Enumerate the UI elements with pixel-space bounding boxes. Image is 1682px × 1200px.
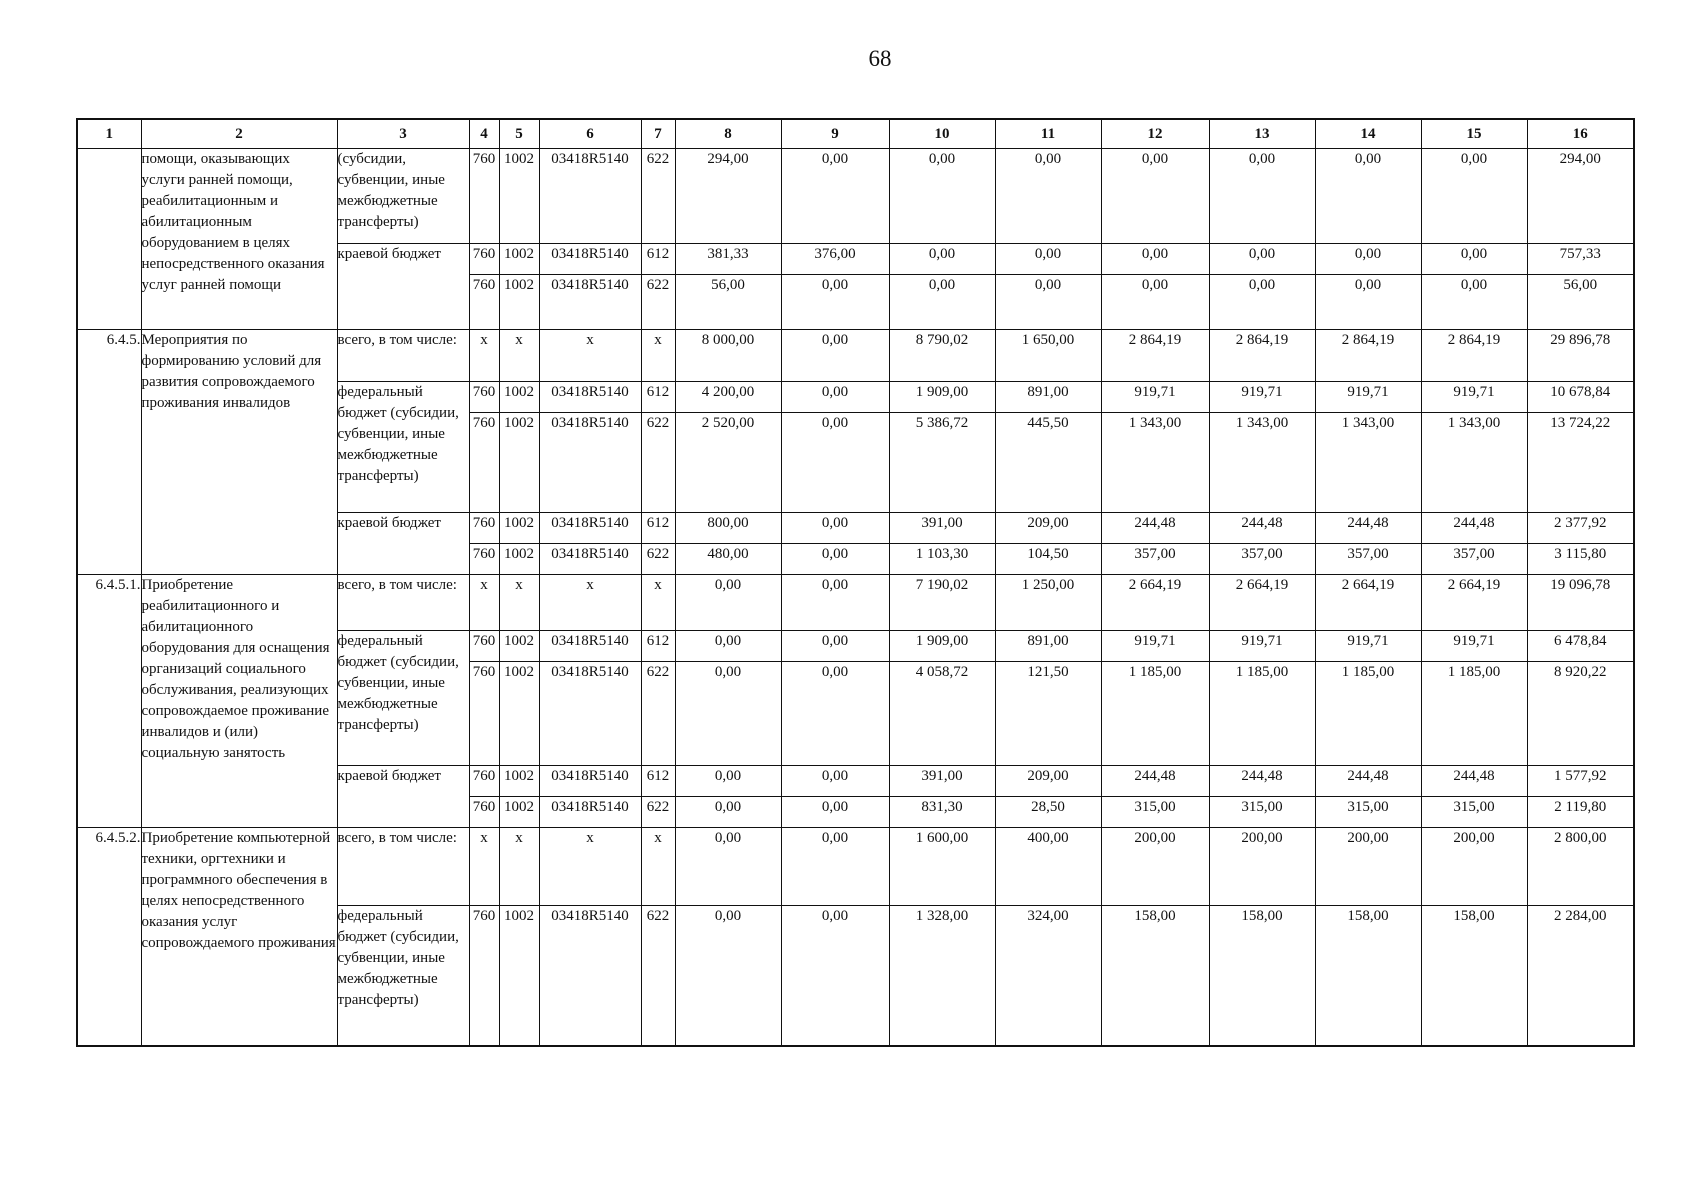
col-4: 760 (469, 413, 499, 513)
value-cell: 0,00 (675, 662, 781, 766)
col-4: х (469, 330, 499, 382)
col-4: х (469, 828, 499, 906)
value-cell: 0,00 (781, 513, 889, 544)
funding-source: всего, в том числе: (337, 330, 469, 382)
col-4: 760 (469, 149, 499, 244)
value-cell: 1 343,00 (1315, 413, 1421, 513)
value-cell: 2 377,92 (1527, 513, 1634, 544)
col-5: 1002 (499, 766, 539, 797)
value-cell: 2 664,19 (1421, 575, 1527, 631)
col-5: 1002 (499, 149, 539, 244)
value-cell: 0,00 (781, 575, 889, 631)
value-cell: 0,00 (781, 906, 889, 1046)
col-7: х (641, 828, 675, 906)
value-cell: 315,00 (1209, 797, 1315, 828)
col-5: 1002 (499, 662, 539, 766)
col-7: 612 (641, 382, 675, 413)
value-cell: 4 200,00 (675, 382, 781, 413)
value-cell: 5 386,72 (889, 413, 995, 513)
col-7: 622 (641, 797, 675, 828)
value-cell: 0,00 (781, 149, 889, 244)
header-cell: 3 (337, 119, 469, 149)
value-cell: 0,00 (1209, 149, 1315, 244)
header-cell: 8 (675, 119, 781, 149)
col-6: 03418R5140 (539, 413, 641, 513)
col-6: 03418R5140 (539, 631, 641, 662)
header-cell: 9 (781, 119, 889, 149)
value-cell: 2 520,00 (675, 413, 781, 513)
funding-source: краевой бюджет (337, 766, 469, 828)
value-cell: 7 190,02 (889, 575, 995, 631)
col-4: 760 (469, 513, 499, 544)
value-cell: 0,00 (1101, 275, 1209, 330)
value-cell: 0,00 (781, 828, 889, 906)
value-cell: 13 724,22 (1527, 413, 1634, 513)
value-cell: 1 328,00 (889, 906, 995, 1046)
value-cell: 315,00 (1101, 797, 1209, 828)
value-cell: 0,00 (995, 149, 1101, 244)
value-cell: 1 185,00 (1315, 662, 1421, 766)
value-cell: 2 284,00 (1527, 906, 1634, 1046)
value-cell: 2 800,00 (1527, 828, 1634, 906)
value-cell: 1 185,00 (1101, 662, 1209, 766)
value-cell: 200,00 (1315, 828, 1421, 906)
value-cell: 0,00 (675, 828, 781, 906)
value-cell: 1 343,00 (1421, 413, 1527, 513)
header-cell: 10 (889, 119, 995, 149)
value-cell: 8 000,00 (675, 330, 781, 382)
value-cell: 357,00 (1421, 544, 1527, 575)
value-cell: 919,71 (1209, 631, 1315, 662)
col-7: 612 (641, 244, 675, 275)
header-cell: 7 (641, 119, 675, 149)
col-4: 760 (469, 382, 499, 413)
value-cell: 0,00 (1101, 149, 1209, 244)
value-cell: 381,33 (675, 244, 781, 275)
header-cell: 14 (1315, 119, 1421, 149)
value-cell: 919,71 (1209, 382, 1315, 413)
col-6: 03418R5140 (539, 513, 641, 544)
value-cell: 357,00 (1101, 544, 1209, 575)
value-cell: 104,50 (995, 544, 1101, 575)
value-cell: 1 600,00 (889, 828, 995, 906)
value-cell: 2 664,19 (1101, 575, 1209, 631)
col-6: 03418R5140 (539, 382, 641, 413)
value-cell: 158,00 (1315, 906, 1421, 1046)
col-6: 03418R5140 (539, 544, 641, 575)
value-cell: 0,00 (1209, 244, 1315, 275)
value-cell: 158,00 (1101, 906, 1209, 1046)
page-number: 68 (868, 46, 892, 71)
value-cell: 294,00 (675, 149, 781, 244)
funding-source: федеральный бюджет (субсидии, субвенции, иные межбюджетные трансферты) (337, 631, 469, 766)
value-cell: 0,00 (889, 244, 995, 275)
value-cell: 919,71 (1421, 631, 1527, 662)
col-7: 612 (641, 513, 675, 544)
col-5: х (499, 330, 539, 382)
value-cell: 244,48 (1421, 766, 1527, 797)
funding-source: всего, в том числе: (337, 828, 469, 906)
value-cell: 391,00 (889, 513, 995, 544)
value-cell: 391,00 (889, 766, 995, 797)
item-name: Мероприятия по формированию условий для развития сопровождаемого проживания инвалидов (141, 330, 337, 575)
col-5: 1002 (499, 275, 539, 330)
value-cell: 200,00 (1101, 828, 1209, 906)
header-cell: 11 (995, 119, 1101, 149)
col-4: 760 (469, 275, 499, 330)
value-cell: 200,00 (1421, 828, 1527, 906)
value-cell: 200,00 (1209, 828, 1315, 906)
value-cell: 919,71 (1315, 382, 1421, 413)
value-cell: 19 096,78 (1527, 575, 1634, 631)
value-cell: 209,00 (995, 513, 1101, 544)
value-cell: 0,00 (995, 244, 1101, 275)
value-cell: 6 478,84 (1527, 631, 1634, 662)
value-cell: 1 250,00 (995, 575, 1101, 631)
col-7: 622 (641, 544, 675, 575)
header-cell: 2 (141, 119, 337, 149)
value-cell: 244,48 (1421, 513, 1527, 544)
col-4: 760 (469, 766, 499, 797)
value-cell: 3 115,80 (1527, 544, 1634, 575)
value-cell: 0,00 (1421, 275, 1527, 330)
header-cell: 4 (469, 119, 499, 149)
col-7: 622 (641, 662, 675, 766)
col-7: 622 (641, 906, 675, 1046)
header-cell: 6 (539, 119, 641, 149)
value-cell: 357,00 (1209, 544, 1315, 575)
item-name: Приобретение реабилитационного и абилитационного оборудования для оснащения организаций социального обслуживания, реализующих сопровождаемое проживание инвалидов и (или) социальную занятость (141, 575, 337, 828)
value-cell: 294,00 (1527, 149, 1634, 244)
value-cell: 1 909,00 (889, 631, 995, 662)
col-7: х (641, 330, 675, 382)
value-cell: 0,00 (1315, 275, 1421, 330)
value-cell: 400,00 (995, 828, 1101, 906)
header-cell: 16 (1527, 119, 1634, 149)
value-cell: 2 119,80 (1527, 797, 1634, 828)
funding-source: (субсидии, субвенции, иные межбюджетные трансферты) (337, 149, 469, 244)
col-6: 03418R5140 (539, 149, 641, 244)
col-5: 1002 (499, 244, 539, 275)
value-cell: 891,00 (995, 382, 1101, 413)
value-cell: 0,00 (1421, 244, 1527, 275)
funding-source: федеральный бюджет (субсидии, субвенции, иные межбюджетные трансферты) (337, 382, 469, 513)
col-5: х (499, 828, 539, 906)
value-cell: 324,00 (995, 906, 1101, 1046)
table-row (77, 149, 1634, 244)
table-row (77, 330, 1634, 382)
value-cell: 29 896,78 (1527, 330, 1634, 382)
value-cell: 121,50 (995, 662, 1101, 766)
value-cell: 209,00 (995, 766, 1101, 797)
value-cell: 315,00 (1421, 797, 1527, 828)
funding-source: краевой бюджет (337, 244, 469, 330)
value-cell: 0,00 (1209, 275, 1315, 330)
col-5: 1002 (499, 906, 539, 1046)
value-cell: 800,00 (675, 513, 781, 544)
item-name: помощи, оказывающих услуги ранней помощи, реабилитационным и абилитационным оборудованием в целях непосредственного оказания услуг ранней помощи (141, 149, 337, 330)
item-name: Приобретение компьютерной техники, оргтехники и программного обеспечения в целях непосредственного оказания услуг сопровождаемого проживания (141, 828, 337, 1046)
value-cell: 0,00 (1421, 149, 1527, 244)
value-cell: 56,00 (1527, 275, 1634, 330)
value-cell: 0,00 (675, 766, 781, 797)
table-row (77, 575, 1634, 631)
value-cell: 480,00 (675, 544, 781, 575)
col-5: 1002 (499, 382, 539, 413)
value-cell: 56,00 (675, 275, 781, 330)
value-cell: 158,00 (1209, 906, 1315, 1046)
item-code: 6.4.5. (77, 330, 141, 575)
value-cell: 1 103,30 (889, 544, 995, 575)
value-cell: 891,00 (995, 631, 1101, 662)
value-cell: 2 864,19 (1315, 330, 1421, 382)
value-cell: 0,00 (889, 149, 995, 244)
value-cell: 0,00 (781, 544, 889, 575)
value-cell: 8 790,02 (889, 330, 995, 382)
value-cell: 0,00 (781, 330, 889, 382)
col-6: 03418R5140 (539, 275, 641, 330)
item-code: 6.4.5.2. (77, 828, 141, 1046)
value-cell: 28,50 (995, 797, 1101, 828)
value-cell: 0,00 (781, 382, 889, 413)
value-cell: 0,00 (781, 662, 889, 766)
value-cell: 0,00 (675, 631, 781, 662)
value-cell: 244,48 (1101, 513, 1209, 544)
header-cell: 13 (1209, 119, 1315, 149)
value-cell: 8 920,22 (1527, 662, 1634, 766)
table-row (77, 828, 1634, 906)
value-cell: 244,48 (1101, 766, 1209, 797)
value-cell: 244,48 (1209, 766, 1315, 797)
value-cell: 1 909,00 (889, 382, 995, 413)
value-cell: 2 864,19 (1209, 330, 1315, 382)
col-4: 760 (469, 797, 499, 828)
value-cell: 315,00 (1315, 797, 1421, 828)
col-6: х (539, 330, 641, 382)
col-6: 03418R5140 (539, 244, 641, 275)
value-cell: 0,00 (781, 797, 889, 828)
value-cell: 919,71 (1315, 631, 1421, 662)
value-cell: 0,00 (675, 797, 781, 828)
value-cell: 244,48 (1315, 513, 1421, 544)
budget-table (76, 118, 1635, 1047)
header-row (77, 119, 1634, 149)
item-code (77, 149, 141, 330)
col-5: 1002 (499, 544, 539, 575)
col-4: 760 (469, 906, 499, 1046)
header-cell: 5 (499, 119, 539, 149)
funding-source: федеральный бюджет (субсидии, субвенции, иные межбюджетные трансферты) (337, 906, 469, 1046)
value-cell: 919,71 (1101, 631, 1209, 662)
header-cell: 15 (1421, 119, 1527, 149)
col-4: 760 (469, 631, 499, 662)
value-cell: 158,00 (1421, 906, 1527, 1046)
col-4: 760 (469, 662, 499, 766)
col-5: 1002 (499, 631, 539, 662)
value-cell: 0,00 (675, 575, 781, 631)
col-6: 03418R5140 (539, 662, 641, 766)
value-cell: 2 664,19 (1315, 575, 1421, 631)
value-cell: 919,71 (1421, 382, 1527, 413)
value-cell: 376,00 (781, 244, 889, 275)
value-cell: 1 185,00 (1421, 662, 1527, 766)
value-cell: 757,33 (1527, 244, 1634, 275)
col-5: 1002 (499, 797, 539, 828)
header-cell: 1 (77, 119, 141, 149)
col-5: 1002 (499, 513, 539, 544)
col-7: х (641, 575, 675, 631)
value-cell: 2 664,19 (1209, 575, 1315, 631)
col-7: 622 (641, 275, 675, 330)
value-cell: 0,00 (995, 275, 1101, 330)
value-cell: 1 343,00 (1101, 413, 1209, 513)
header-cell: 12 (1101, 119, 1209, 149)
col-5: 1002 (499, 413, 539, 513)
value-cell: 0,00 (781, 413, 889, 513)
funding-source: всего, в том числе: (337, 575, 469, 631)
value-cell: 0,00 (781, 766, 889, 797)
value-cell: 244,48 (1209, 513, 1315, 544)
funding-source: краевой бюджет (337, 513, 469, 575)
col-6: 03418R5140 (539, 797, 641, 828)
value-cell: 0,00 (889, 275, 995, 330)
col-6: х (539, 828, 641, 906)
value-cell: 831,30 (889, 797, 995, 828)
col-6: 03418R5140 (539, 766, 641, 797)
value-cell: 1 650,00 (995, 330, 1101, 382)
value-cell: 1 185,00 (1209, 662, 1315, 766)
value-cell: 2 864,19 (1101, 330, 1209, 382)
col-5: х (499, 575, 539, 631)
value-cell: 2 864,19 (1421, 330, 1527, 382)
value-cell: 919,71 (1101, 382, 1209, 413)
value-cell: 0,00 (1315, 149, 1421, 244)
col-4: х (469, 575, 499, 631)
col-4: 760 (469, 544, 499, 575)
item-code: 6.4.5.1. (77, 575, 141, 828)
value-cell: 0,00 (1315, 244, 1421, 275)
value-cell: 4 058,72 (889, 662, 995, 766)
col-7: 612 (641, 766, 675, 797)
value-cell: 1 343,00 (1209, 413, 1315, 513)
value-cell: 0,00 (675, 906, 781, 1046)
value-cell: 445,50 (995, 413, 1101, 513)
value-cell: 0,00 (781, 631, 889, 662)
value-cell: 0,00 (781, 275, 889, 330)
col-6: 03418R5140 (539, 906, 641, 1046)
col-7: 622 (641, 149, 675, 244)
value-cell: 10 678,84 (1527, 382, 1634, 413)
value-cell: 244,48 (1315, 766, 1421, 797)
col-4: 760 (469, 244, 499, 275)
col-6: х (539, 575, 641, 631)
col-7: 622 (641, 413, 675, 513)
value-cell: 0,00 (1101, 244, 1209, 275)
value-cell: 357,00 (1315, 544, 1421, 575)
value-cell: 1 577,92 (1527, 766, 1634, 797)
col-7: 612 (641, 631, 675, 662)
